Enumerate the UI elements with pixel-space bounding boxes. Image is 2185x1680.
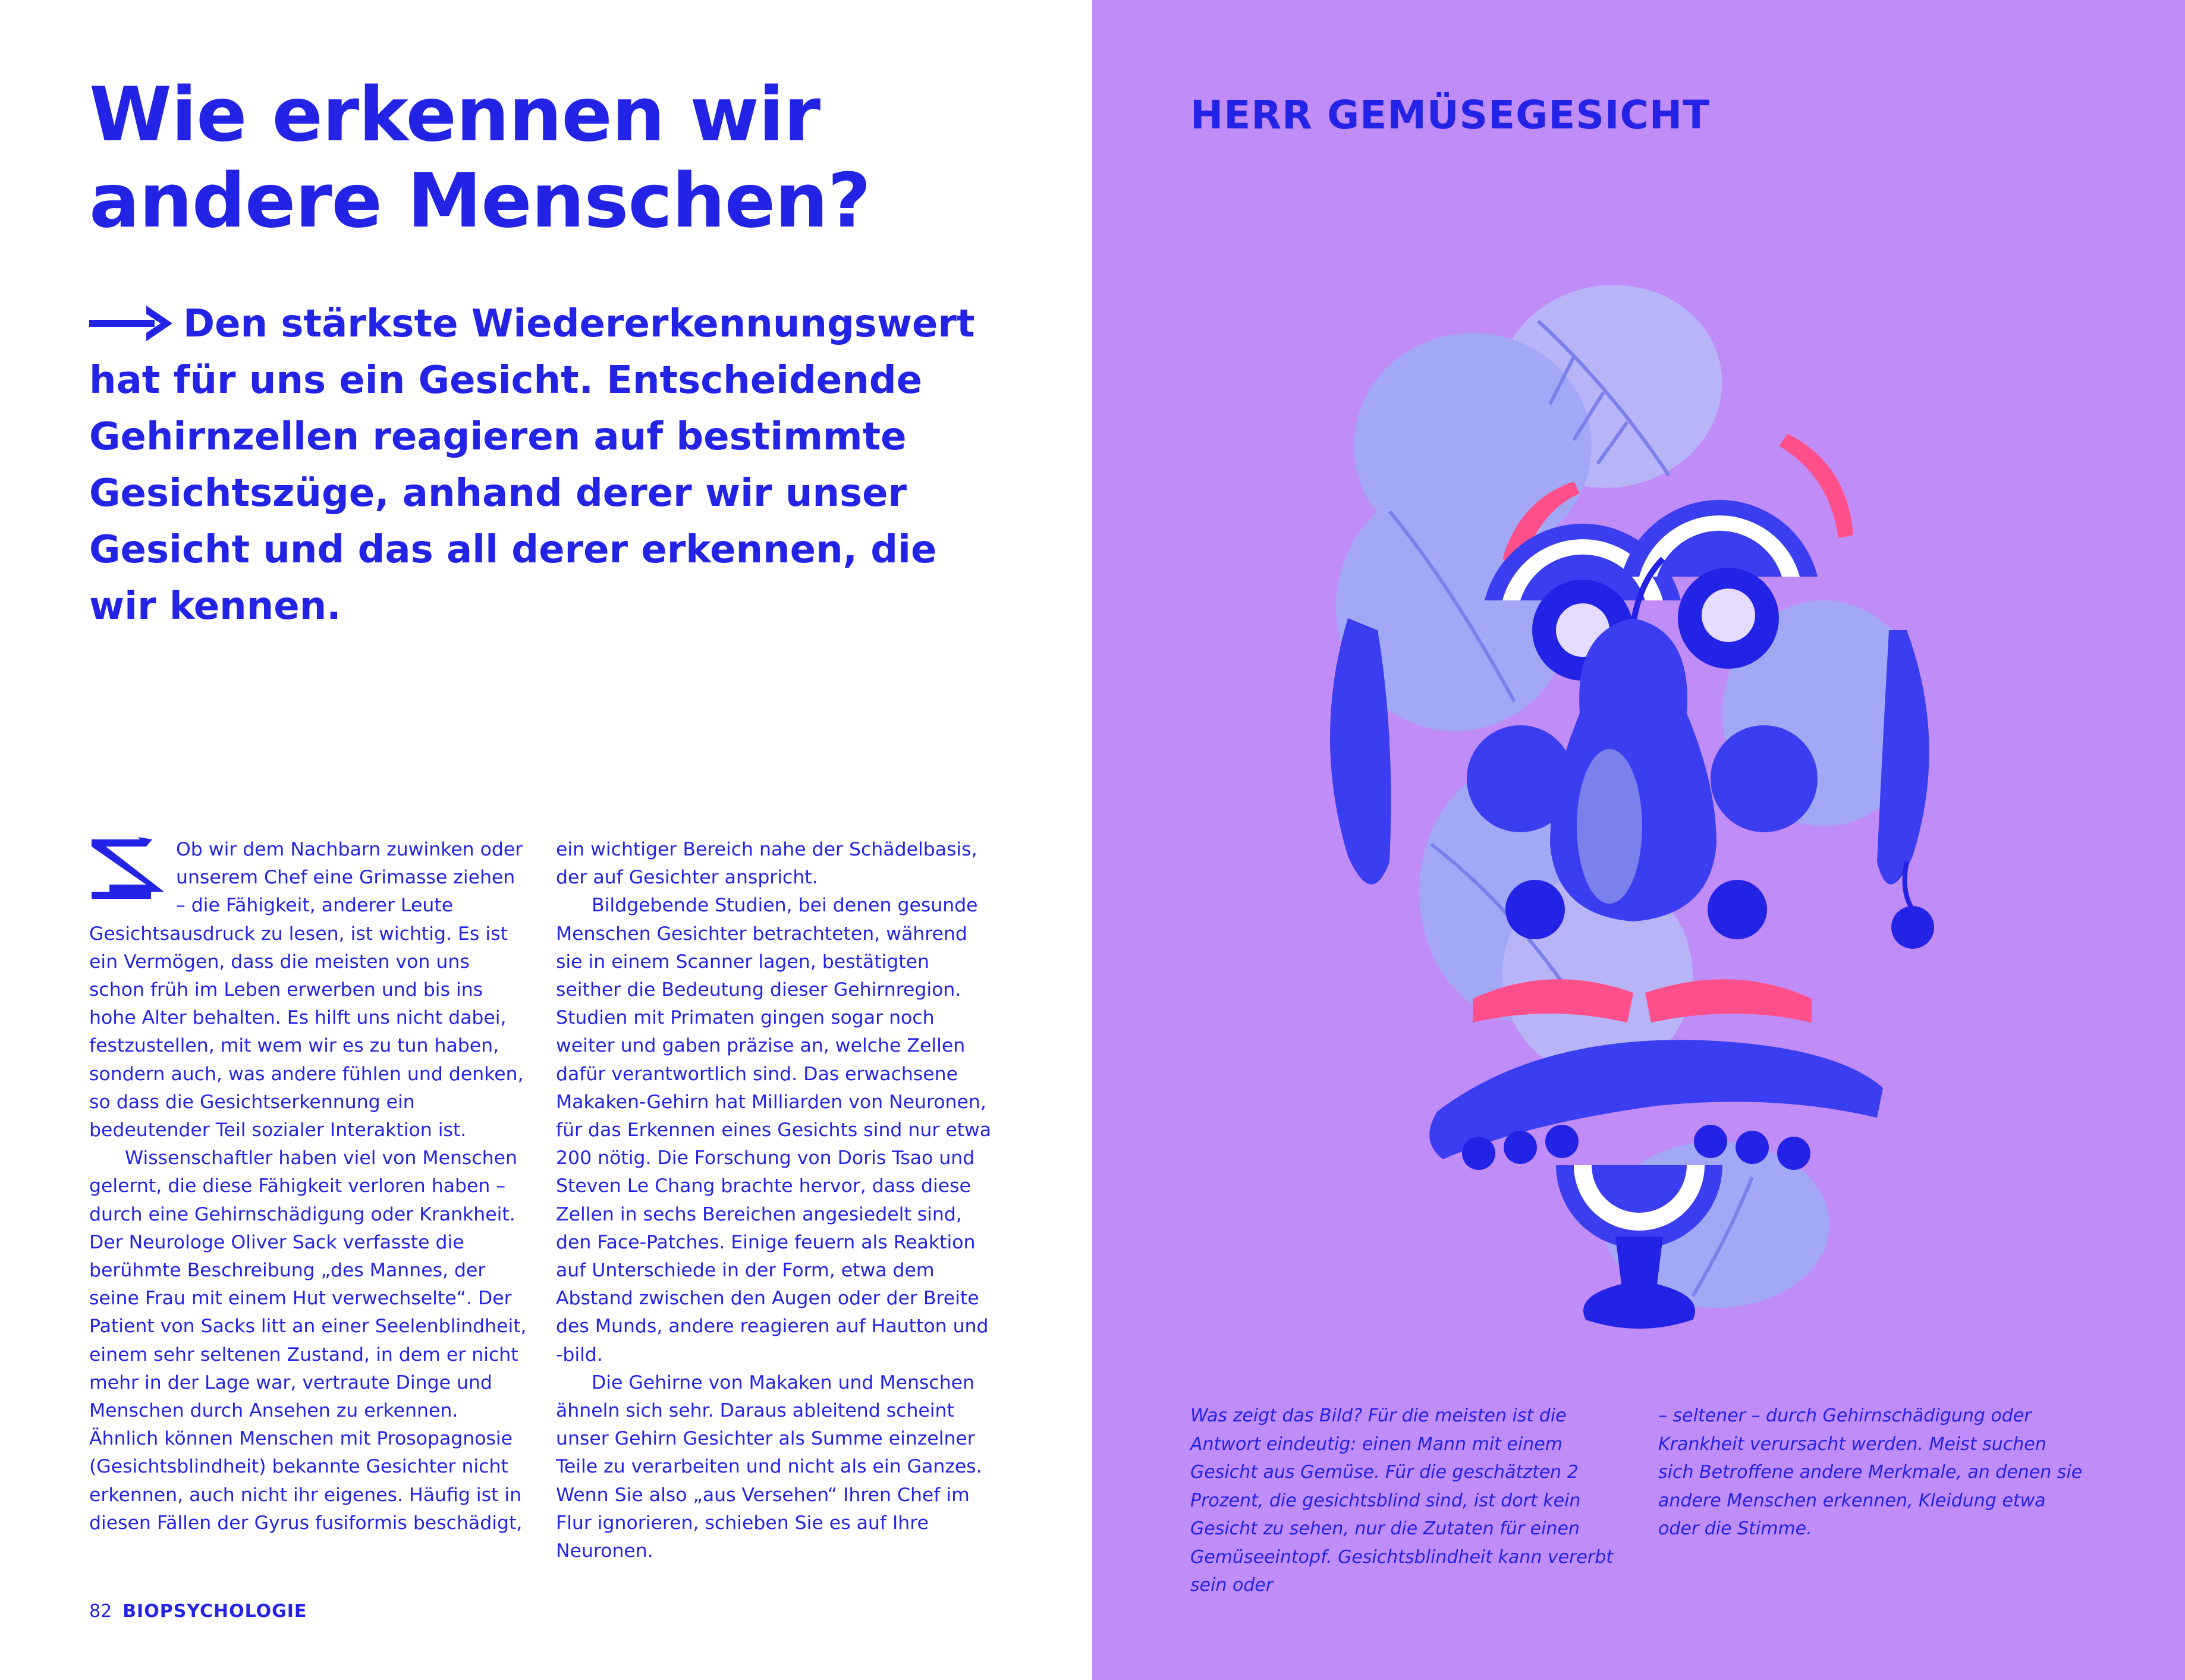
banana-mouth	[1429, 1040, 1883, 1159]
moustache-right	[1645, 979, 1812, 1023]
caption-column-1: Was zeigt das Bild? Für die meisten ist die Antwort eindeutig: einen Mann mit einem Gesicht aus Gemüse. Für die geschätzten 2 Prozent, die gesichtsblind sind, ist dort kein Gesicht zu sehen, nur die Zutaten für einen Gemüseeintopf. Gesichtsblindheit kann vererbt sein oder	[1190, 1405, 1614, 1596]
zigzag-arrow-icon	[89, 837, 166, 901]
body-column-2	[556, 836, 996, 1565]
right-page	[1092, 0, 2185, 1680]
column-2-paragraph-1: ein wichtiger Bereich nahe der Schädelbasis, der auf Gesichter anspricht.	[556, 839, 977, 889]
column-1-paragraph-2: Wissenschaftler haben viel von Menschen gelernt, die diese Fähigkeit verloren haben – durch eine Gehirnschädigung oder Krankheit. Der Neurologe Oliver Sack verfasste die berühmte Beschreibung „des Mannes, der seine Frau mit einem Hut verwechselte“. Der Patient von Sacks litt an einer Seelenblindheit, einem sehr seltenen Zustand, in dem er nicht mehr in der Lage war, vertraute Dinge und Menschen durch Ansehen zu erkennen. Ähnlich können Menschen mit Prosopagnosie (Gesichtsblindheit) bekannte Gesichter nicht erkennen, auch nicht ihr eigenes. Häufig ist in diesen Fällen der Gyrus fusiformis beschädigt,	[89, 1147, 527, 1534]
column-2-paragraph-2: Bildgebende Studien, bei denen gesunde Menschen Gesichter betrachteten, während sie in einem Scanner lagen, bestätigten seither die Bedeutung dieser Gehirnregion. Studien mit Primaten gingen sogar noch weiter und gaben präzise an, welche Zellen dafür verantwortlich sind. Das erwachsene Makaken-Gehirn hat Milliarden von Neuronen, für das Erkennen eines Gesichts sind nur etwa 200 nötig. Die Forschung von Doris Tsao und Steven Le Chang brachte hervor, dass diese Zellen in sechs Bereichen angesiedelt sind, den Face-Patches. Einige feuern als Reaktion auf Unterschiede in der Form, etwa dem Abstand zwischen den Augen oder der Breite des Munds, andere reagieren auf Hautton und -bild.	[556, 895, 992, 1366]
title-line-2: andere Menschen?	[89, 157, 871, 244]
lead-paragraph	[89, 296, 1017, 635]
page-number: 82	[89, 1601, 112, 1622]
pear-highlight	[1577, 749, 1642, 904]
lead-line-3: Gehirnzellen reagieren auf bestimmte	[89, 415, 907, 459]
page-footer	[89, 1600, 307, 1624]
left-page	[0, 0, 1092, 1680]
title-line-1: Wie erkennen wir	[89, 71, 820, 158]
body-column-1	[89, 836, 529, 1537]
cherry	[1891, 906, 1934, 949]
section-label: BIOPSYCHOLOGIE	[122, 1601, 307, 1622]
right-eyebrow-chili	[1779, 434, 1853, 538]
column-2-paragraph-3: Die Gehirne von Makaken und Menschen ähneln sich sehr. Daraus ableitend scheint unser Gehirn Gesichter als Summe einzelner Teile zu verarbeiten und nicht als ein Ganzes. Wenn Sie also „aus Versehen“ Ihren Chef im Flur ignorieren, schieben Sie es auf Ihre Neuronen.	[556, 1371, 982, 1562]
right-cheek-berry	[1711, 725, 1818, 832]
vegetable-face-illustration	[1241, 250, 2002, 1355]
column-1-paragraph-1: Ob wir dem Nachbarn zuwinken oder unserem Chef eine Grimasse ziehen – die Fähigkeit, anderer Leute Gesichtsausdruck zu lesen, ist wichtig. Es ist ein Vermögen, dass die meisten von uns schon früh im Leben erwerben und bis ins hohe Alter behalten. Es hilft uns nicht dabei, festzustellen, mit wem wir es zu tun haben, sondern auch, was andere fühlen und denken, so dass die Gesichtserkennung ein bedeutender Teil sozialer Interaktion ist.	[89, 839, 524, 1141]
lead-line-1: Den stärkste Wiedererkennungswert	[183, 302, 975, 346]
lead-line-2: hat für uns ein Gesicht. Entscheidende	[89, 358, 923, 402]
right-nostril	[1708, 880, 1767, 939]
cherry-stem	[1905, 862, 1913, 910]
lead-line-4: Gesichtszüge, anhand derer wir unser	[89, 471, 907, 515]
page-title	[89, 71, 981, 244]
lead-line-5: Gesicht und das all derer erkennen, die	[89, 528, 937, 572]
lead-line-6: wir kennen.	[89, 584, 341, 628]
left-nostril	[1505, 880, 1565, 939]
right-arrow-icon	[89, 306, 172, 341]
caption-column-2: – seltener – durch Gehirnschädigung oder Krankheit verursacht werden. Meist suchen sich Betroffene andere Merkmale, an denen sie andere Menschen erkennen, Kleidung etwa oder die Stimme.	[1658, 1405, 2083, 1539]
illustration-title: HERR GEMÜSEGESICHT	[1190, 92, 1711, 138]
